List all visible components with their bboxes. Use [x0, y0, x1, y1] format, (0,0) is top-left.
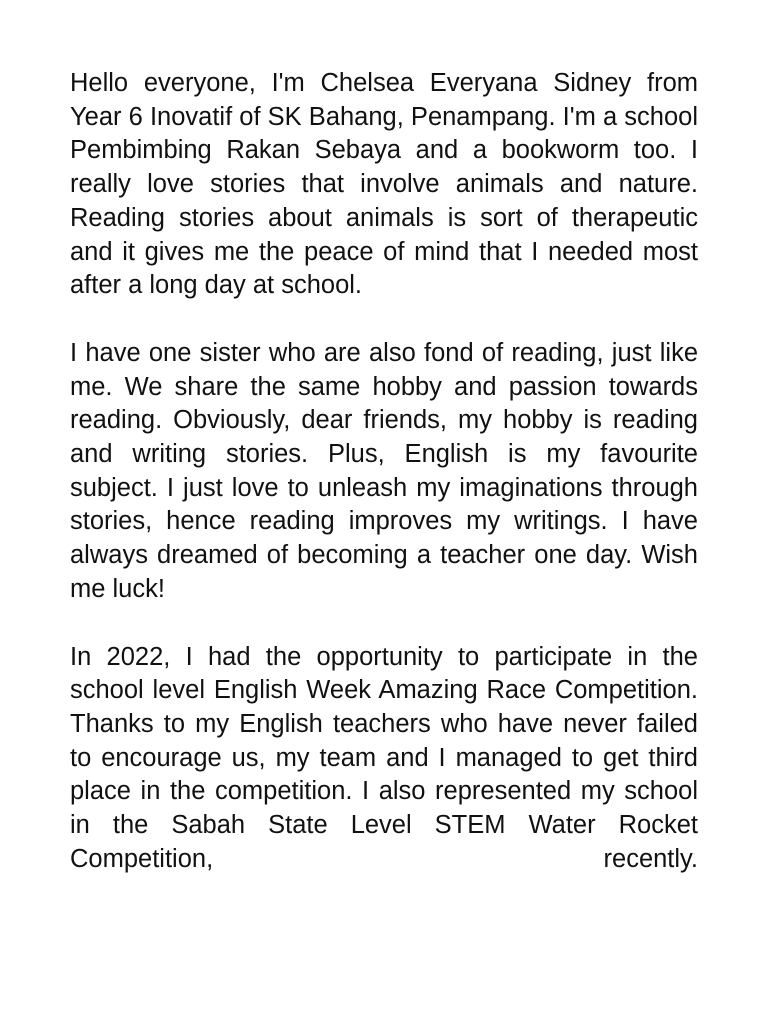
paragraph-introduction: Hello everyone, I'm Chelsea Everyana Sidney from Year 6 Inovatif of SK Bahang, Penampang. I'm a school Pembimbing Rakan Sebaya and a bookworm too. I really love stories that involve animals and nature. Reading stories about animals is sort of therapeutic and it gives me the peace of mind that I needed most after a long day at school. — [70, 69, 698, 300]
paragraph-achievements: In 2022, I had the opportunity to participate in the school level English Week Amazing Race Competition. Thanks to my English teachers who have never failed to encourage us, my team and I managed to get third place in the competition. I also represented my school in the Sabah State Level STEM Water Rocket Competition, recently. — [70, 642, 698, 873]
paragraph-hobbies: I have one sister who are also fond of reading, just like me. We share the same hobby and passion towards reading. Obviously, dear friends, my hobby is reading and writing stories. Plus, English is my favourite subject. I just love to unleash my imaginations through stories, hence reading improves my writings. I have always dreamed of becoming a teacher one day. Wish me luck! — [70, 338, 698, 603]
